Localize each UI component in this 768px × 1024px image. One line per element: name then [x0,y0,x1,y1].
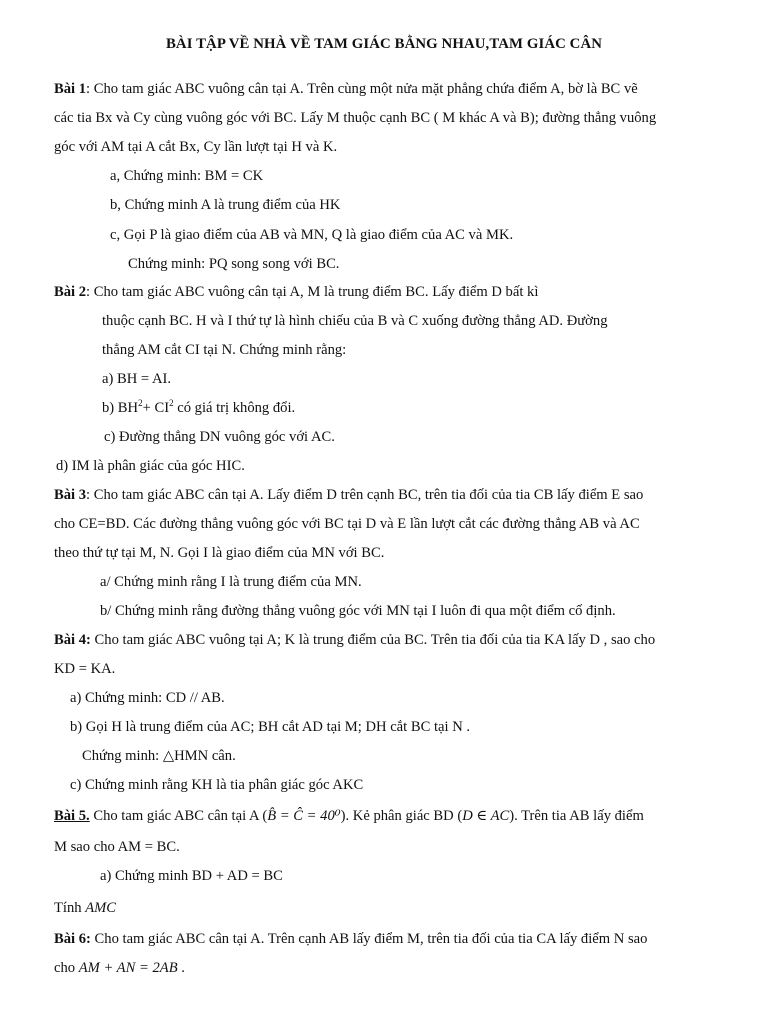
bai5-line1: Bài 5. Cho tam giác ABC cân tại A (B̂ = Ĉ = 40⁰). Kẻ phân giác BD (D ∈ AC). Trên tia AB lấy điểm [54,808,644,824]
bai5-label: Bài 5. [54,808,90,824]
bai4-label: Bài 4: [54,632,91,648]
bai2-line3: thẳng AM cắt CI tại N. Chứng minh rằng: [102,342,347,358]
sum-equation: AM + AN = 2AB [78,960,178,976]
bai2-a: a) BH = AI. [102,371,172,387]
bai1-c: c, Gọi P là giao điểm của AB và MN, Q là giao điểm của AC và MK. [110,227,514,243]
bai1-c2: Chứng minh: PQ song song với BC. [128,256,340,272]
bai2-line1: Bài 2: Cho tam giác ABC vuông cân tại A, M là trung điểm BC. Lấy điểm D bất kì [54,284,539,300]
angle-equation: B̂ = Ĉ = 40⁰ [267,808,341,824]
membership-formula: D ∈ AC [462,808,510,824]
bai2-d: d) IM là phân giác của góc HIC. [56,458,245,474]
bai3-a: a/ Chứng minh rằng I là trung điểm của MN. [100,574,362,590]
bai6-line2: cho AM + AN = 2AB . [54,960,185,976]
bai4-line1: Bài 4: Cho tam giác ABC vuông tại A; K là trung điểm của BC. Trên tia đối của tia KA lấy D , sao cho [54,632,656,648]
bai4-line2: KD = KA. [54,661,116,677]
bai6-line1: Bài 6: Cho tam giác ABC cân tại A. Trên cạnh AB lấy điểm M, trên tia đối của tia CA lấy điểm N sao [54,931,648,947]
bai3-line2: cho CE=BD. Các đường thẳng vuông góc với BC tại D và E lần lượt cắt các đường thẳng AB và AC [54,516,640,532]
bai6-label: Bài 6: [54,931,91,947]
document-title: BÀI TẬP VỀ NHÀ VỀ TAM GIÁC BẰNG NHAU,TAM GIÁC CÂN [165,36,603,52]
bai2-label: Bài 2 [54,284,87,300]
bai4-a: a) Chứng minh: CD // AB. [70,690,225,706]
bai3-line3: theo thứ tự tại M, N. Gọi I là giao điểm của MN với BC. [54,545,385,561]
bai2-b: b) $BH^2+ CI^2$ có giá trị không đổi. [102,398,296,416]
bai2-line2: thuộc cạnh BC. H và I thứ tự là hình chiếu của B và C xuống đường thẳng AD. Đường [102,313,608,329]
bai1-a: a, Chứng minh: BM = CK [110,168,264,184]
bai4-b2: Chứng minh: △HMN cân. [82,748,236,764]
angle-amc: AMC [85,900,117,916]
bai5-line2: M sao cho AM = BC. [54,839,180,855]
bai2-c: c) Đường thẳng DN vuông góc với AC. [104,429,335,445]
bai4-c: c) Chứng minh rằng KH là tia phân giác góc AKC [70,777,364,793]
bai1-line3: góc với AM tại A cắt Bx, Cy lần lượt tại H và K. [54,139,338,155]
bai5-a: a) Chứng minh BD + AD = BC [100,868,283,884]
bai1-line2: các tia Bx và Cy cùng vuông góc với BC. Lấy M thuộc cạnh BC ( M khác A và B); đường thẳng vuông [54,110,657,126]
bai3-b: b/ Chứng minh rằng đường thẳng vuông góc với MN tại I luôn đi qua một điểm cố định. [100,603,616,619]
bai1-b: b, Chứng minh A là trung điểm của HK [110,197,341,213]
bai5-tinh: Tính AMC [54,900,117,916]
triangle-symbol: △ [162,748,175,764]
bai1-label: Bài 1 [54,81,87,97]
bai4-b: b) Gọi H là trung điểm của AC; BH cắt AD tại M; DH cắt BC tại N . [70,719,471,735]
bai3-label: Bài 3 [54,487,87,503]
bai1-line1: Bài 1: Cho tam giác ABC vuông cân tại A. Trên cùng một nửa mặt phẳng chứa điểm A, bờ là BC vẽ [54,81,638,97]
bai3-line1: Bài 3: Cho tam giác ABC cân tại A. Lấy điểm D trên cạnh BC, trên tia đối của tia CB lấy điểm E sao [54,487,644,503]
